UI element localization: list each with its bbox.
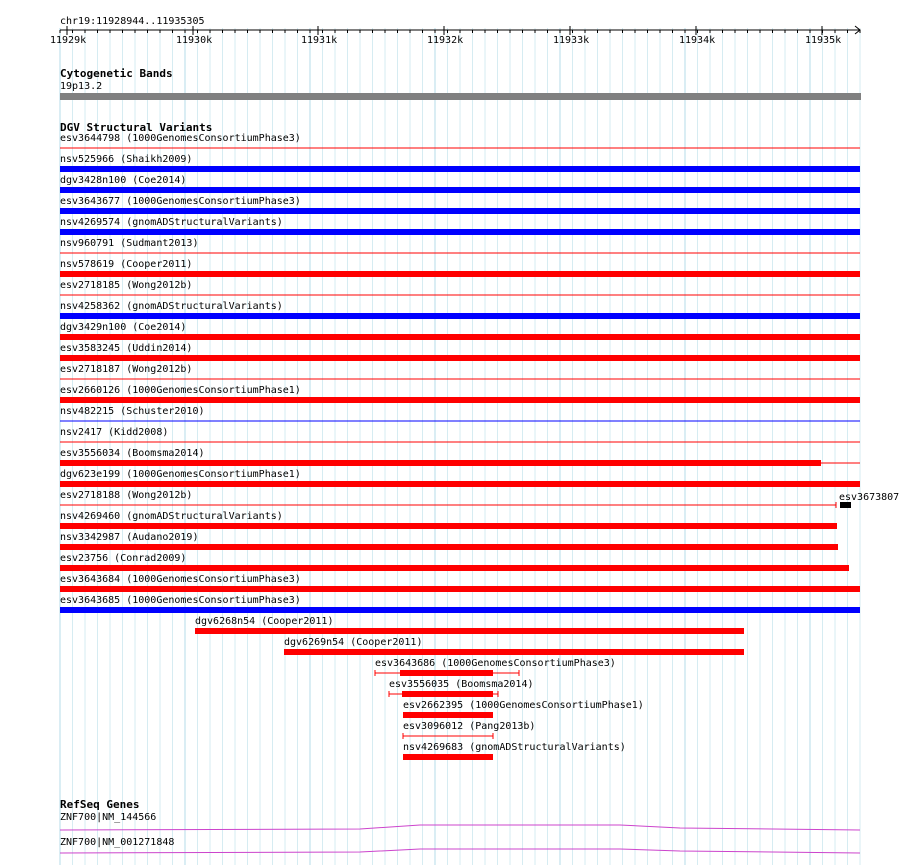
gene-feature-2[interactable] <box>60 847 860 857</box>
cytoband-label: 19p13.2 <box>60 81 103 92</box>
ruler-tick-label: 11935k <box>805 35 842 46</box>
variant-feature[interactable] <box>0 270 890 280</box>
ruler-tick-label: 11932k <box>427 35 464 46</box>
variant-label[interactable]: esv23756 (Conrad2009) <box>60 553 187 564</box>
variant-label[interactable]: esv2718185 (Wong2012b) <box>60 280 193 291</box>
variant-label[interactable]: esv3643685 (1000GenomesConsortiumPhase3) <box>60 595 301 606</box>
variant-feature[interactable] <box>0 732 890 742</box>
variant-feature[interactable] <box>0 165 890 175</box>
variant-feature[interactable] <box>0 249 890 259</box>
variant-feature[interactable] <box>0 312 890 322</box>
gene-label-1[interactable]: ZNF700|NM_144566 <box>60 812 157 823</box>
variant-feature[interactable] <box>0 606 890 616</box>
ruler-tick-label: 11934k <box>679 35 716 46</box>
location-label: chr19:11928944..11935305 <box>60 16 205 27</box>
variant-feature[interactable] <box>0 585 890 595</box>
cytoband-track-title: Cytogenetic Bands <box>60 67 173 80</box>
variant-bar <box>60 355 860 361</box>
variant-bar <box>403 712 493 718</box>
variant-label-edge[interactable]: esv3673807 <box>839 492 899 503</box>
variant-bar <box>60 460 821 466</box>
dgv-track-title: DGV Structural Variants <box>60 121 213 134</box>
variant-feature[interactable] <box>0 144 890 154</box>
variant-label[interactable]: nsv482215 (Schuster2010) <box>60 406 205 417</box>
variant-label[interactable]: esv3643677 (1000GenomesConsortiumPhase3) <box>60 196 301 207</box>
ruler-tick-label: 11930k <box>176 35 213 46</box>
variant-bar <box>60 523 837 529</box>
variant-label[interactable]: esv2660126 (1000GenomesConsortiumPhase1) <box>60 385 301 396</box>
variant-label[interactable]: nsv2417 (Kidd2008) <box>60 427 169 438</box>
variant-feature[interactable] <box>0 291 890 301</box>
variant-feature[interactable] <box>0 333 890 343</box>
gene-feature-1[interactable] <box>60 822 860 832</box>
variant-label[interactable]: esv3644798 (1000GenomesConsortiumPhase3) <box>60 133 301 144</box>
variant-bar <box>60 397 860 403</box>
variant-feature[interactable] <box>0 543 890 553</box>
variant-bar <box>60 271 860 277</box>
variant-label[interactable]: dgv6269n54 (Cooper2011) <box>284 637 423 648</box>
ruler-tick-label: 11933k <box>553 35 590 46</box>
variant-label[interactable]: dgv3429n100 (Coe2014) <box>60 322 187 333</box>
variant-feature[interactable] <box>0 375 890 385</box>
variant-feature[interactable] <box>0 753 890 763</box>
variant-bar <box>60 565 849 571</box>
variant-label[interactable]: nsv578619 (Cooper2011) <box>60 259 193 270</box>
variant-feature[interactable] <box>0 354 890 364</box>
variant-label[interactable]: esv3096012 (Pang2013b) <box>403 721 536 732</box>
variant-label[interactable]: nsv3342987 (Audano2019) <box>60 532 199 543</box>
variant-label[interactable]: nsv525966 (Shaikh2009) <box>60 154 193 165</box>
variant-bar <box>402 691 493 697</box>
variant-label[interactable]: nsv4269574 (gnomADStructuralVariants) <box>60 217 283 228</box>
variant-feature[interactable] <box>0 480 890 490</box>
variant-feature[interactable] <box>0 207 890 217</box>
variant-label[interactable]: dgv6268n54 (Cooper2011) <box>195 616 334 627</box>
variant-label[interactable]: dgv623e199 (1000GenomesConsortiumPhase1) <box>60 469 301 480</box>
variant-bar <box>195 628 744 634</box>
variant-label[interactable]: esv2718187 (Wong2012b) <box>60 364 193 375</box>
variant-bar <box>60 586 860 592</box>
variant-bar <box>60 313 860 319</box>
variant-feature[interactable] <box>0 690 890 700</box>
variant-bar <box>403 754 493 760</box>
variant-feature[interactable] <box>0 669 890 679</box>
variant-feature[interactable] <box>0 648 890 658</box>
variant-feature[interactable] <box>0 228 890 238</box>
variant-feature[interactable] <box>0 417 890 427</box>
variant-bar <box>60 166 860 172</box>
variant-label[interactable]: esv3583245 (Uddin2014) <box>60 343 193 354</box>
variant-feature[interactable] <box>0 396 890 406</box>
variant-bar <box>60 481 860 487</box>
variant-label[interactable]: dgv3428n100 (Coe2014) <box>60 175 187 186</box>
variant-bar <box>284 649 744 655</box>
variant-bar <box>60 544 838 550</box>
variant-bar <box>400 670 493 676</box>
variant-bar <box>60 229 860 235</box>
gene-label-2[interactable]: ZNF700|NM_001271848 <box>60 837 175 848</box>
variant-bar <box>60 208 860 214</box>
variant-label[interactable]: esv3556034 (Boomsma2014) <box>60 448 205 459</box>
variant-feature[interactable] <box>0 522 890 532</box>
variant-label[interactable]: nsv4269460 (gnomADStructuralVariants) <box>60 511 283 522</box>
variant-label[interactable]: esv3556035 (Boomsma2014) <box>389 679 534 690</box>
variant-bar <box>60 334 860 340</box>
variant-label[interactable]: nsv4269683 (gnomADStructuralVariants) <box>403 742 626 753</box>
cytoband-bar[interactable] <box>60 93 861 100</box>
variant-feature[interactable] <box>0 186 890 196</box>
variant-label[interactable]: esv3643684 (1000GenomesConsortiumPhase3) <box>60 574 301 585</box>
variant-feature[interactable] <box>0 627 890 637</box>
variant-label[interactable]: esv2718188 (Wong2012b) <box>60 490 193 501</box>
variant-bar <box>60 607 860 613</box>
variant-feature[interactable] <box>0 438 890 448</box>
variant-bar <box>60 187 860 193</box>
variant-label[interactable]: nsv960791 (Sudmant2013) <box>60 238 199 249</box>
variant-feature[interactable] <box>0 711 890 721</box>
variant-label[interactable]: esv3643686 (1000GenomesConsortiumPhase3) <box>375 658 616 669</box>
ruler-tick-label: 11931k <box>301 35 338 46</box>
variant-feature[interactable] <box>0 564 890 574</box>
variant-label[interactable]: esv2662395 (1000GenomesConsortiumPhase1) <box>403 700 644 711</box>
variant-feature[interactable] <box>0 459 890 469</box>
variant-label[interactable]: nsv4258362 (gnomADStructuralVariants) <box>60 301 283 312</box>
variant-feature[interactable] <box>0 501 890 511</box>
ruler-tick-label: 11929k <box>50 35 87 46</box>
refseq-track-title: RefSeq Genes <box>60 798 140 811</box>
